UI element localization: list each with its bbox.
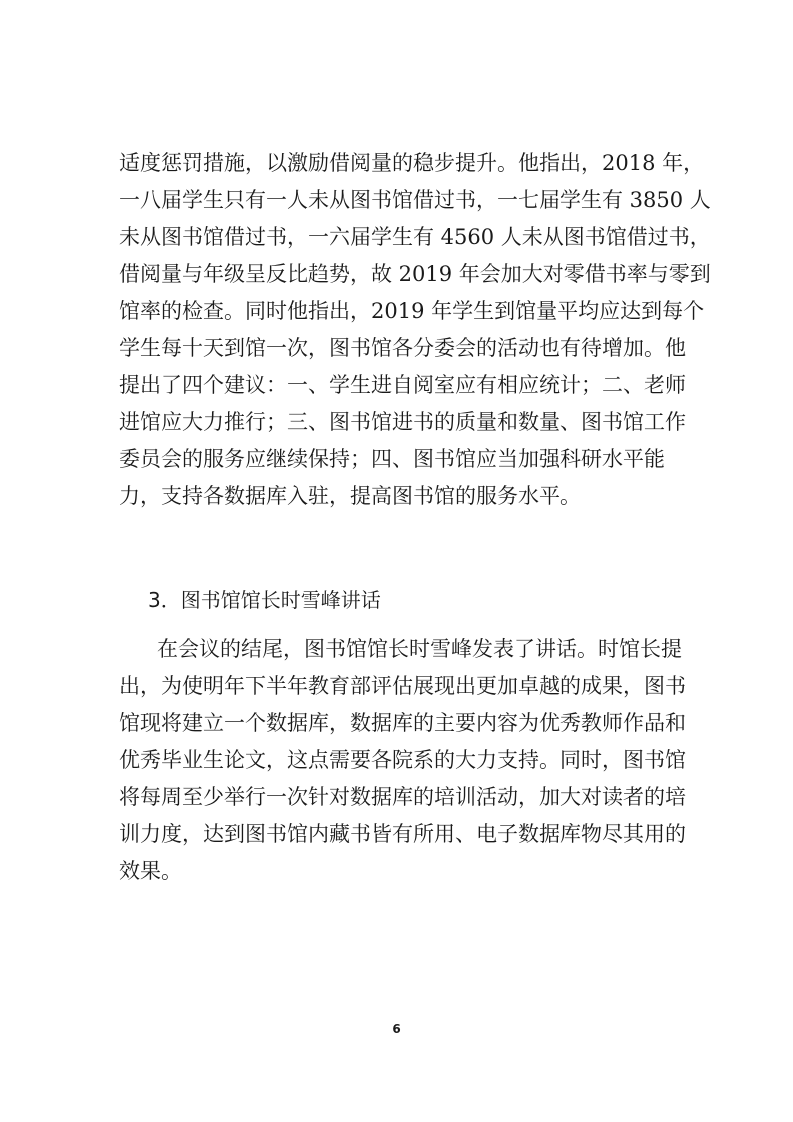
paragraph-line: 在会议的结尾，图书馆馆长时雪峰发表了讲话。时馆长提: [157, 637, 682, 661]
paragraph-line: 未从图书馆借过书，一六届学生有 4560 人未从图书馆借过书，: [119, 225, 711, 249]
paragraph-line: 效果。: [119, 859, 182, 883]
paragraph-line: 将每周至少举行一次针对数据库的培训活动，加大对读者的培: [119, 785, 686, 809]
page-number: 6: [392, 1022, 401, 1036]
paragraph-line: 馆现将建立一个数据库，数据库的主要内容为优秀教师作品和: [119, 711, 686, 735]
paragraph-line: 出，为使明年下半年教育部评估展现出更加卓越的成果，图书: [119, 674, 686, 698]
paragraph-line: 馆率的检查。同时他指出，2019 年学生到馆量平均应达到每个: [119, 299, 705, 323]
paragraph-line: 力，支持各数据库入驻，提高图书馆的服务水平。: [119, 484, 581, 508]
paragraph-line: 提出了四个建议：一、学生进自阅室应有相应统计；二、老师: [119, 373, 686, 397]
paragraph-line: 训力度，达到图书馆内藏书皆有所用、电子数据库物尽其用的: [119, 822, 686, 846]
section-heading: 3．图书馆馆长时雪峰讲话: [148, 588, 381, 612]
paragraph-line: 一八届学生只有一人未从图书馆借过书，一七届学生有 3850 人: [119, 188, 711, 212]
paragraph-line: 借阅量与年级呈反比趋势，故 2019 年会加大对零借书率与零到: [119, 262, 711, 286]
paragraph-line: 进馆应大力推行；三、图书馆进书的质量和数量、图书馆工作: [119, 410, 686, 434]
paragraph-line: 优秀毕业生论文，这点需要各院系的大力支持。同时，图书馆: [119, 748, 686, 772]
paragraph-line: 委员会的服务应继续保持；四、图书馆应当加强科研水平能: [119, 447, 665, 471]
paragraph-line: 适度惩罚措施，以激励借阅量的稳步提升。他指出，2018 年，: [119, 151, 705, 175]
paragraph-line: 学生每十天到馆一次，图书馆各分委会的活动也有待增加。他: [119, 336, 686, 360]
